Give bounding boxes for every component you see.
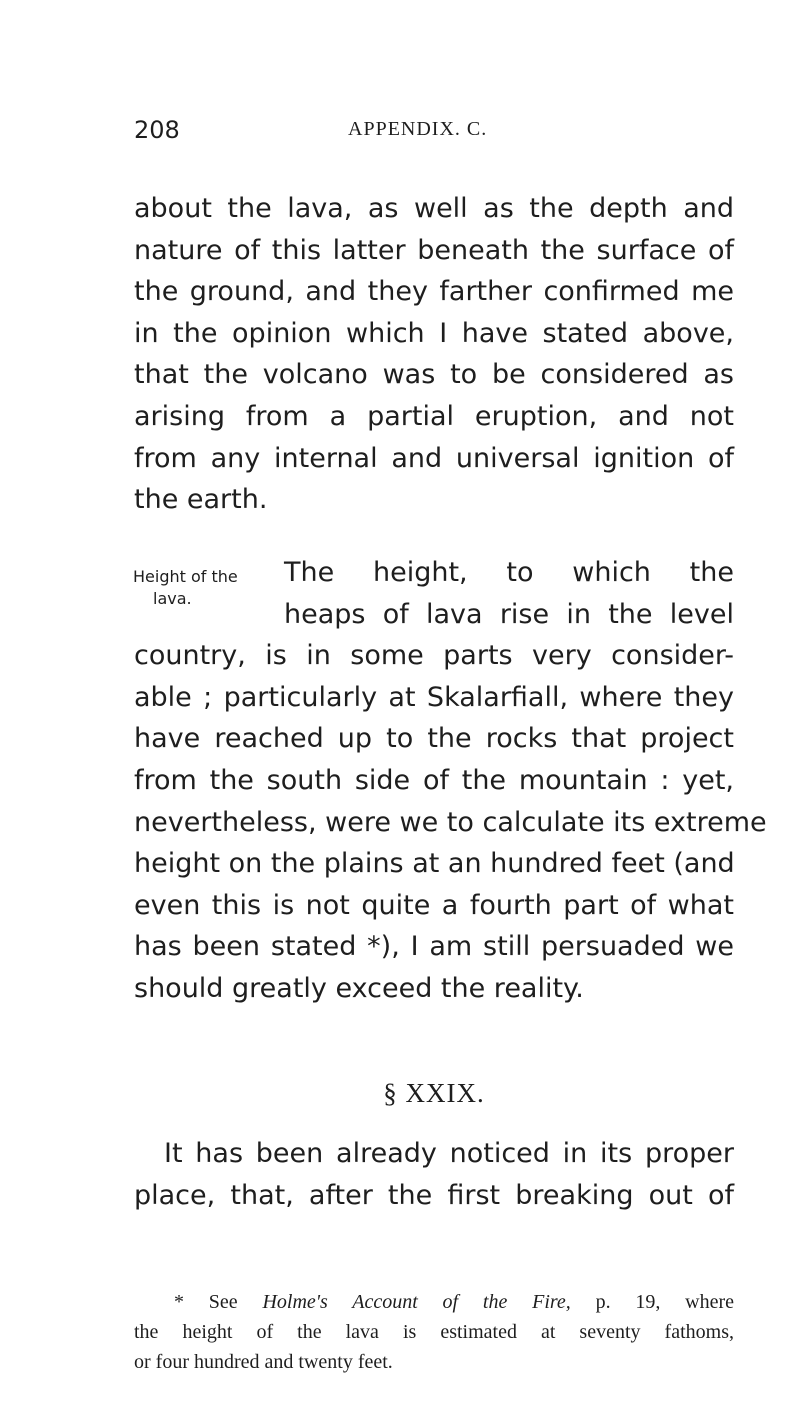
running-head: APPENDIX. C. [348,118,488,140]
paragraph-section-29 [134,1133,734,1216]
footnote-marker: * See [174,1291,238,1313]
footnote-line [134,1287,734,1317]
text-line: nevertheless, were we to calculate its extreme [134,806,767,838]
text-line: able ; particularly at Skalarfiall, where they [134,681,734,713]
text-line: in the opinion which I have stated above, [134,317,734,349]
footnote-line: or four hundred and twenty feet. [134,1351,393,1373]
page-header [134,116,730,156]
text-line: has been stated *), I am still persuaded we [134,931,734,963]
paragraph-lava-depth [134,188,734,521]
text-line: The height, to which the [284,557,734,588]
text-line: should greatly exceed the reality. [134,972,584,1004]
page-number: 208 [134,116,180,144]
text-line: height on the plains at an hundred feet (and [134,848,735,880]
footnote [134,1287,734,1377]
paragraph-lava-height [134,552,767,1010]
section-heading: § XXIX. [383,1078,485,1108]
text-line: arising from a partial eruption, and not [134,400,734,432]
text-line: the earth. [134,484,268,516]
text-line: nature of this latter beneath the surface of [134,234,734,266]
text-line: that the volcano was to be considered as [134,359,734,391]
footnote-title: Holme's Account of the Fire, [262,1291,571,1313]
text-line: even this is not quite a fourth part of what [134,889,734,921]
marginal-note-line: Height of the [133,567,238,586]
text-line: the ground, and they farther confirmed me [134,276,734,308]
footnote-text: p. 19, where [595,1291,735,1313]
text-line: heaps of lava rise in the level [284,598,734,630]
text-line: country, is in some parts very consider- [134,640,734,672]
text-line: It has been already noticed in its proper [164,1138,734,1169]
text-line: from any internal and universal ignition of [134,442,734,474]
text-line: have reached up to the rocks that project [134,723,734,755]
footnote-line: the height of the lava is estimated at seventy fathoms, [134,1321,734,1343]
marginal-note-line: lava. [153,589,192,608]
text-line: about the lava, as well as the depth and [134,193,734,224]
text-line: place, that, after the first breaking out of [134,1179,734,1211]
text-line: from the south side of the mountain : yet, [134,764,734,796]
